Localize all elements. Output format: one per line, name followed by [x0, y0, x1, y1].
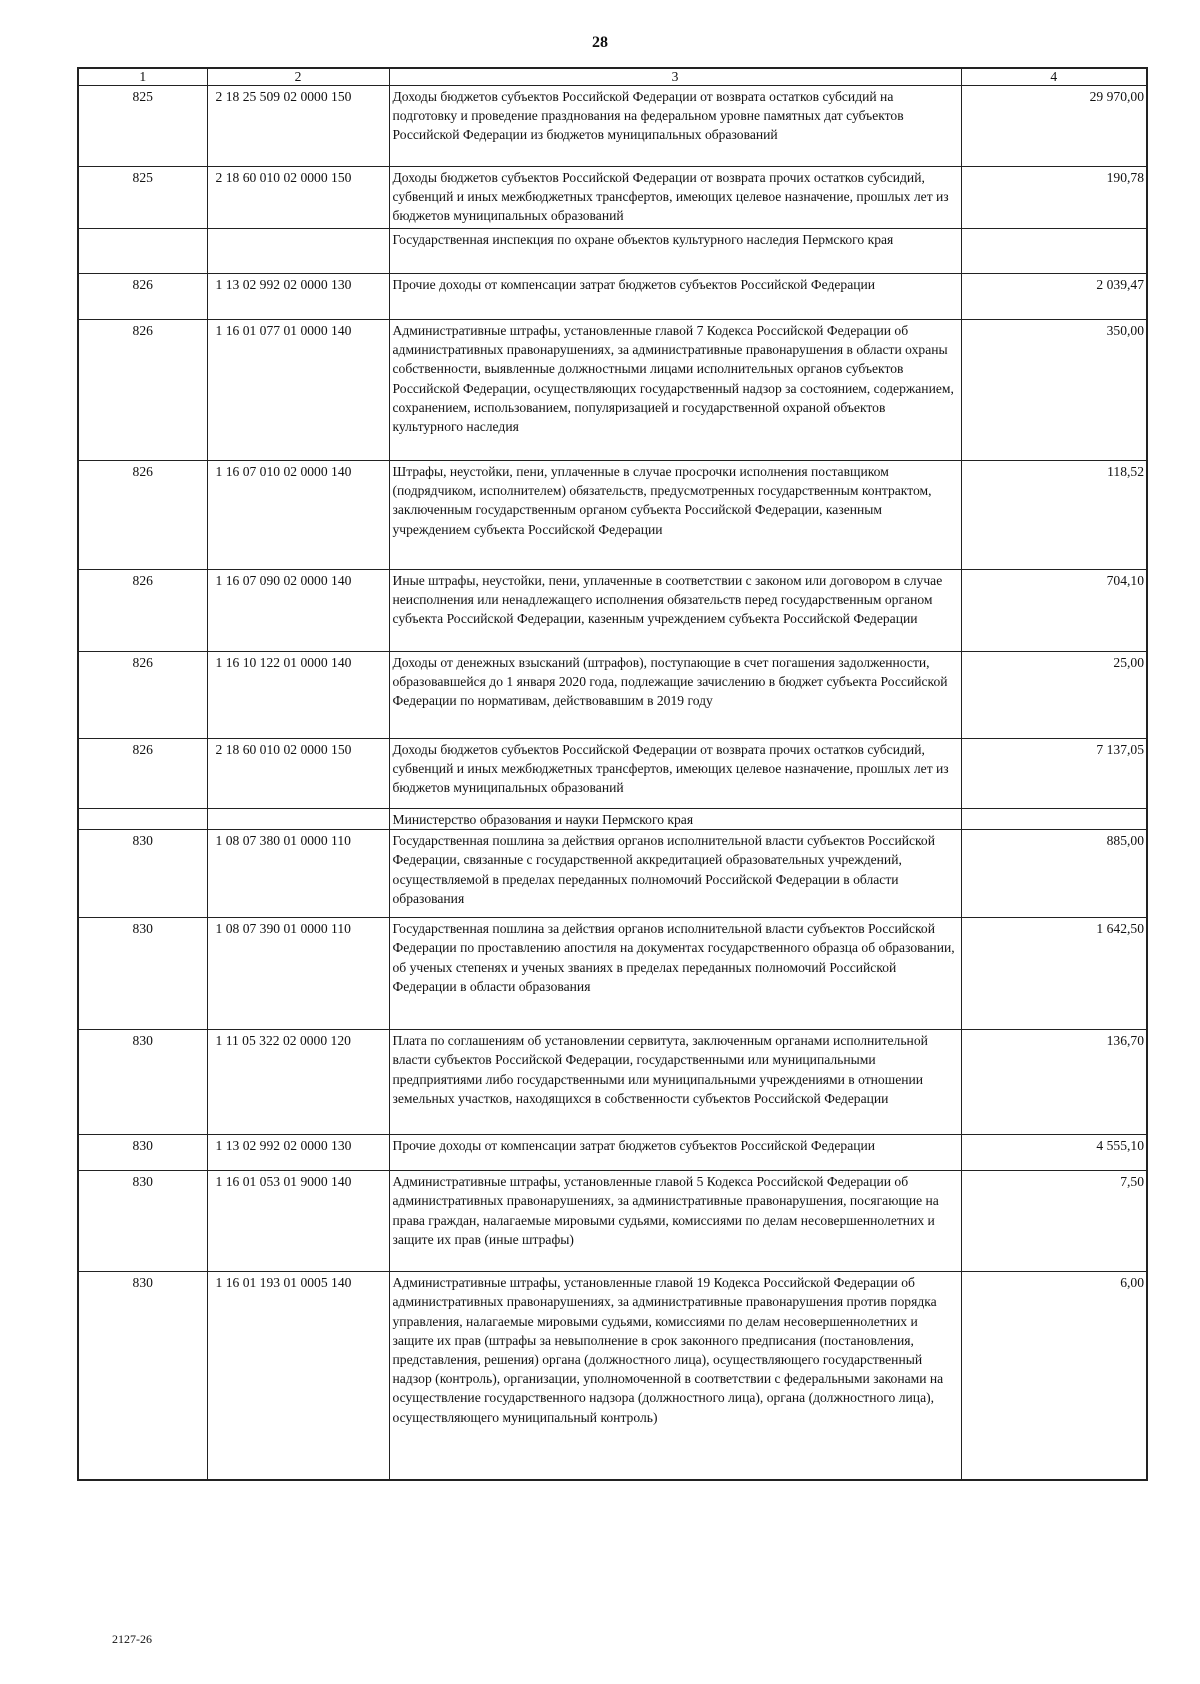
admin-code: 830	[78, 830, 207, 918]
revenue-name: Плата по соглашениям об установлении сервитута, заключенным органами исполнительной власти субъектов Российской Федерации, государственными или муниципальными предприятиями либо государственными или муниципальными учреждениями в отношении земельных участков, находящихся в собственности субъектов Российской Федерации	[389, 1030, 961, 1135]
page-number: 28	[592, 34, 608, 51]
admin-code: 830	[78, 1135, 207, 1171]
budget-code: 2 18 25 509 02 0000 150	[207, 86, 389, 167]
revenue-name: Административные штрафы, установленные главой 5 Кодекса Российской Федерации об административных правонарушениях, за административные правонарушения, посягающие на права граждан, налагаемые мировыми судьями, комиссиями по делам несовершеннолетних и защите их прав (иные штрафы)	[389, 1171, 961, 1272]
admin-code: 830	[78, 1171, 207, 1272]
revenue-name: Прочие доходы от компенсации затрат бюджетов субъектов Российской Федерации	[389, 1135, 961, 1171]
revenue-name: Прочие доходы от компенсации затрат бюджетов субъектов Российской Федерации	[389, 274, 961, 320]
budget-code: 1 16 07 010 02 0000 140	[207, 461, 389, 570]
amount: 29 970,00	[961, 86, 1147, 167]
table-row	[78, 167, 1147, 229]
revenue-name: Административные штрафы, установленные главой 7 Кодекса Российской Федерации об административных правонарушениях, за административные правонарушения в области охраны собственности, выявленные должностными лицами исполнительных органов субъектов Российской Федерации, осуществляющих государственный надзор за состоянием, содержанием, сохранением, использованием, популяризацией и государственной охраной объектов культурного наследия	[389, 320, 961, 461]
admin-code: 825	[78, 167, 207, 229]
amount: 6,00	[961, 1272, 1147, 1480]
column-header-4: 4	[961, 68, 1147, 86]
budget-code: 1 16 01 077 01 0000 140	[207, 320, 389, 461]
budget-code: 1 08 07 380 01 0000 110	[207, 830, 389, 918]
budget-code: 1 13 02 992 02 0000 130	[207, 274, 389, 320]
admin-code: 830	[78, 918, 207, 1030]
table-row	[78, 652, 1147, 739]
table-row	[78, 320, 1147, 461]
amount: 118,52	[961, 461, 1147, 570]
admin-code: 830	[78, 1030, 207, 1135]
admin-code: 826	[78, 274, 207, 320]
admin-code	[78, 809, 207, 830]
table-row	[78, 918, 1147, 1030]
table-row	[78, 86, 1147, 167]
admin-code: 826	[78, 652, 207, 739]
table-row	[78, 830, 1147, 918]
budget-code	[207, 229, 389, 274]
budget-code: 1 08 07 390 01 0000 110	[207, 918, 389, 1030]
budget-code: 2 18 60 010 02 0000 150	[207, 167, 389, 229]
budget-code: 1 13 02 992 02 0000 130	[207, 1135, 389, 1171]
table-row	[78, 739, 1147, 809]
revenue-name: Административные штрафы, установленные главой 19 Кодекса Российской Федерации об административных правонарушениях, за административные правонарушения против порядка управления, налагаемые мировыми судьями, комиссиями по делам несовершеннолетних и защите их прав (штрафы за невыполнение в срок законного предписания (постановления, представления, решения) органа (должностного лица), осуществляющего государственный надзор (контроль), организации, уполномоченной в соответствии с федеральными законами на осуществление государственного надзора (должностного лица), органа (должностного лица), осуществляющего муниципальный контроль)	[389, 1272, 961, 1480]
column-number-row	[78, 68, 1147, 86]
column-header-3: 3	[389, 68, 961, 86]
budget-code: 1 16 01 053 01 9000 140	[207, 1171, 389, 1272]
amount: 136,70	[961, 1030, 1147, 1135]
table-row	[78, 1030, 1147, 1135]
amount: 7 137,05	[961, 739, 1147, 809]
amount	[961, 229, 1147, 274]
table-row	[78, 1171, 1147, 1272]
amount: 2 039,47	[961, 274, 1147, 320]
table-row	[78, 274, 1147, 320]
admin-code: 826	[78, 739, 207, 809]
revenue-name: Государственная пошлина за действия органов исполнительной власти субъектов Российской Федерации по проставлению апостиля на документах государственного образца об образовании, об ученых степенях и ученых званиях в пределах переданных полномочий Российской Федерации в области образования	[389, 918, 961, 1030]
section-header-row	[78, 809, 1147, 830]
section-title: Министерство образования и науки Пермского края	[389, 809, 961, 830]
revenue-name: Доходы бюджетов субъектов Российской Федерации от возврата остатков субсидий на подготовку и проведение празднования на федеральном уровне памятных дат субъектов Российской Федерации из бюджетов муниципальных образований	[389, 86, 961, 167]
admin-code: 825	[78, 86, 207, 167]
budget-code: 2 18 60 010 02 0000 150	[207, 739, 389, 809]
table-row	[78, 461, 1147, 570]
revenue-name: Доходы бюджетов субъектов Российской Федерации от возврата прочих остатков субсидий, субвенций и иных межбюджетных трансфертов, имеющих целевое назначение, прошлых лет из бюджетов муниципальных образований	[389, 167, 961, 229]
amount: 25,00	[961, 652, 1147, 739]
amount: 704,10	[961, 570, 1147, 652]
document-code: 2127-26	[112, 1632, 152, 1646]
admin-code: 826	[78, 570, 207, 652]
budget-code	[207, 809, 389, 830]
table-row	[78, 1135, 1147, 1171]
column-header-1: 1	[78, 68, 207, 86]
revenue-name: Доходы от денежных взысканий (штрафов), поступающие в счет погашения задолженности, образовавшейся до 1 января 2020 года, подлежащие зачислению в бюджет субъекта Российской Федерации по нормативам, действовавшим в 2019 году	[389, 652, 961, 739]
section-title: Государственная инспекция по охране объектов культурного наследия Пермского края	[389, 229, 961, 274]
admin-code: 826	[78, 320, 207, 461]
table-row	[78, 1272, 1147, 1480]
budget-code: 1 16 01 193 01 0005 140	[207, 1272, 389, 1480]
amount: 7,50	[961, 1171, 1147, 1272]
admin-code: 826	[78, 461, 207, 570]
revenue-table	[77, 67, 1148, 1481]
budget-code: 1 11 05 322 02 0000 120	[207, 1030, 389, 1135]
revenue-name: Государственная пошлина за действия органов исполнительной власти субъектов Российской Федерации, связанные с государственной аккредитацией образовательных учреждений, осуществляемой в пределах переданных полномочий Российской Федерации в области образования	[389, 830, 961, 918]
revenue-name: Штрафы, неустойки, пени, уплаченные в случае просрочки исполнения поставщиком (подрядчиком, исполнителем) обязательств, предусмотренных государственным контрактом, заключенным государственным органом субъекта Российской Федерации, казенным учреждением субъекта Российской Федерации	[389, 461, 961, 570]
amount: 885,00	[961, 830, 1147, 918]
budget-code: 1 16 10 122 01 0000 140	[207, 652, 389, 739]
section-header-row	[78, 229, 1147, 274]
table-row	[78, 570, 1147, 652]
revenue-name: Доходы бюджетов субъектов Российской Федерации от возврата прочих остатков субсидий, субвенций и иных межбюджетных трансфертов, имеющих целевое назначение, прошлых лет из бюджетов муниципальных образований	[389, 739, 961, 809]
amount	[961, 809, 1147, 830]
admin-code: 830	[78, 1272, 207, 1480]
amount: 190,78	[961, 167, 1147, 229]
admin-code	[78, 229, 207, 274]
budget-code: 1 16 07 090 02 0000 140	[207, 570, 389, 652]
column-header-2: 2	[207, 68, 389, 86]
amount: 350,00	[961, 320, 1147, 461]
revenue-name: Иные штрафы, неустойки, пени, уплаченные в соответствии с законом или договором в случае неисполнения или ненадлежащего исполнения обязательств перед государственным органом субъекта Российской Федерации, казенным учреждением субъекта Российской Федерации	[389, 570, 961, 652]
amount: 4 555,10	[961, 1135, 1147, 1171]
amount: 1 642,50	[961, 918, 1147, 1030]
